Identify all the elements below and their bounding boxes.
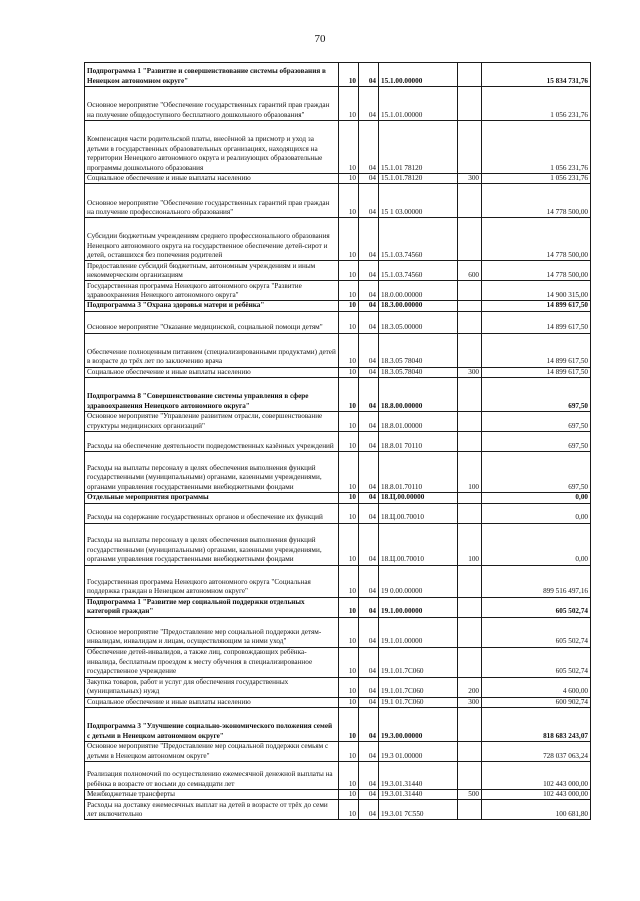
row-expense-type: 300 — [458, 697, 482, 707]
row-section: 10 — [339, 565, 359, 597]
budget-table-body — [85, 63, 591, 820]
row-name: Основное мероприятие "Управление развитием отрасли, совершенствование структуры медицинских организаций" — [85, 412, 339, 432]
row-target-article: 18.0.00.00000 — [379, 281, 458, 301]
table-row — [85, 281, 591, 301]
row-name: Закупка товаров, работ и услуг для обеспечения государственных (муниципальных) нужд — [85, 677, 339, 697]
row-expense-type — [458, 597, 482, 617]
row-name: Основное мероприятие "Обеспечение государственных гарантий прав граждан на получение профессионального образования" — [85, 184, 339, 218]
row-amount: 605 502,74 — [482, 597, 591, 617]
row-section: 10 — [339, 87, 359, 121]
row-expense-type — [458, 800, 482, 820]
row-section: 10 — [339, 800, 359, 820]
row-subsection: 04 — [359, 378, 379, 412]
row-subsection: 04 — [359, 333, 379, 367]
row-target-article: 15.1.01.78120 — [379, 174, 458, 184]
row-expense-type — [458, 281, 482, 301]
row-amount: 14 778 500,00 — [482, 184, 591, 218]
table-row — [85, 452, 591, 493]
row-subsection: 04 — [359, 218, 379, 261]
table-row — [85, 121, 591, 174]
row-subsection: 04 — [359, 790, 379, 800]
row-amount: 100 681,80 — [482, 800, 591, 820]
row-section: 10 — [339, 432, 359, 452]
row-amount: 697,50 — [482, 432, 591, 452]
row-subsection: 04 — [359, 742, 379, 762]
row-subsection: 04 — [359, 493, 379, 503]
row-section: 10 — [339, 762, 359, 790]
row-section: 10 — [339, 367, 359, 377]
row-section: 10 — [339, 311, 359, 333]
row-target-article: 19.1.01.7С060 — [379, 677, 458, 697]
row-section: 10 — [339, 174, 359, 184]
row-section: 10 — [339, 708, 359, 742]
row-subsection: 04 — [359, 412, 379, 432]
row-name: Социальное обеспечение и иные выплаты населению — [85, 174, 339, 184]
row-amount: 728 037 063,24 — [482, 742, 591, 762]
row-target-article: 15.1.01.00000 — [379, 87, 458, 121]
row-section: 10 — [339, 697, 359, 707]
row-name: Социальное обеспечение и иные выплаты населению — [85, 367, 339, 377]
row-expense-type — [458, 218, 482, 261]
row-expense-type: 100 — [458, 452, 482, 493]
row-name: Отдельные мероприятия программы — [85, 493, 339, 503]
row-amount: 1 056 231,76 — [482, 87, 591, 121]
row-section: 10 — [339, 617, 359, 647]
row-name: Расходы на доставку ежемесячных выплат на детей в возрасте от трёх до семи лет включительно — [85, 800, 339, 820]
row-target-article: 15 1 03.00000 — [379, 184, 458, 218]
table-row — [85, 333, 591, 367]
row-subsection: 04 — [359, 677, 379, 697]
row-section: 10 — [339, 647, 359, 677]
table-row — [85, 184, 591, 218]
table-row — [85, 63, 591, 87]
row-expense-type — [458, 87, 482, 121]
row-name: Компенсация части родительской платы, внесённой за присмотр и уход за детьми в государственных образовательных организациях, находящихся на территории Ненецкого автономного округа и реализующих образовательные программы дошкольного образования — [85, 121, 339, 174]
table-row — [85, 647, 591, 677]
row-amount: 102 443 000,00 — [482, 790, 591, 800]
row-section: 10 — [339, 378, 359, 412]
row-amount: 899 516 497,16 — [482, 565, 591, 597]
row-section: 10 — [339, 677, 359, 697]
row-section: 10 — [339, 333, 359, 367]
row-subsection: 04 — [359, 647, 379, 677]
row-name: Основное мероприятие "Предоставление мер социальной поддержки семьям с детьми в Ненецком автономном округе" — [85, 742, 339, 762]
row-name: Обеспечение детей-инвалидов, а также лиц, сопровождающих ребёнка-инвалида, бесплатным проездом к месту обучения в специализированное государственное учреждение — [85, 647, 339, 677]
table-row — [85, 503, 591, 523]
row-section: 10 — [339, 597, 359, 617]
table-row — [85, 432, 591, 452]
row-section: 10 — [339, 184, 359, 218]
table-row — [85, 378, 591, 412]
row-subsection: 04 — [359, 503, 379, 523]
table-row — [85, 174, 591, 184]
row-target-article: 15.1.03.74560 — [379, 218, 458, 261]
row-section: 10 — [339, 261, 359, 281]
table-row — [85, 493, 591, 503]
row-name: Подпрограмма 3 "Улучшение социально-экономического положения семей с детьми в Ненецком автономном округе" — [85, 708, 339, 742]
row-expense-type — [458, 63, 482, 87]
row-expense-type — [458, 121, 482, 174]
row-target-article: 19.3.01.31440 — [379, 790, 458, 800]
row-name: Основное мероприятие "Предоставление мер социальной поддержки детям-инвалидам, инвалидам и лицам, осуществляющим за ними уход" — [85, 617, 339, 647]
row-name: Субсидии бюджетным учреждениям среднего профессионального образования Ненецкого автономного округа на государственное обеспечение детей-сирот и детей, оставшихся без попечения родителей — [85, 218, 339, 261]
row-target-article: 15.1.00.00000 — [379, 63, 458, 87]
row-name: Подпрограмма 1 "Развитие и совершенствование системы образования в Ненецком автономном округе" — [85, 63, 339, 87]
row-expense-type: 300 — [458, 367, 482, 377]
row-section: 10 — [339, 790, 359, 800]
row-amount: 818 683 243,07 — [482, 708, 591, 742]
row-amount: 600 902,74 — [482, 697, 591, 707]
row-target-article: 18.8.01.70110 — [379, 452, 458, 493]
table-row — [85, 790, 591, 800]
row-section: 10 — [339, 742, 359, 762]
row-expense-type — [458, 503, 482, 523]
row-subsection: 04 — [359, 174, 379, 184]
row-target-article: 19 0.00.00000 — [379, 565, 458, 597]
row-subsection: 04 — [359, 261, 379, 281]
row-amount: 0,00 — [482, 523, 591, 565]
row-target-article: 19.3.01.31440 — [379, 762, 458, 790]
row-name: Межбюджетные трансферты — [85, 790, 339, 800]
row-expense-type — [458, 762, 482, 790]
row-target-article: 18.3.05.00000 — [379, 311, 458, 333]
row-amount: 697,50 — [482, 378, 591, 412]
row-name: Основное мероприятие "Обеспечение государственных гарантий прав граждан на получение общедоступного бесплатного дошкольного образования" — [85, 87, 339, 121]
row-subsection: 04 — [359, 523, 379, 565]
row-expense-type: 600 — [458, 261, 482, 281]
row-name: Подпрограмма 8 "Совершенствование системы управления в сфере здравоохранения Ненецкого автономного округа" — [85, 378, 339, 412]
row-expense-type: 500 — [458, 790, 482, 800]
row-target-article: 19.1 01.7С060 — [379, 697, 458, 707]
row-subsection: 04 — [359, 301, 379, 311]
row-name: Государственная программа Ненецкого автономного округа "Развитие здравоохранения Ненецкого автономного округа" — [85, 281, 339, 301]
row-amount: 14 899 617,50 — [482, 311, 591, 333]
row-amount: 697,50 — [482, 452, 591, 493]
row-amount: 14 899 617,50 — [482, 333, 591, 367]
row-subsection: 04 — [359, 697, 379, 707]
page-number: 70 — [314, 33, 326, 45]
row-amount: 4 600,00 — [482, 677, 591, 697]
row-subsection: 04 — [359, 452, 379, 493]
row-name: Реализация полномочий по осуществлению ежемесячной денежной выплаты на ребёнка в возрасте от восьми до семнадцати лет — [85, 762, 339, 790]
row-amount: 14 778 500,00 — [482, 218, 591, 261]
row-section: 10 — [339, 218, 359, 261]
row-subsection: 04 — [359, 617, 379, 647]
row-expense-type — [458, 432, 482, 452]
row-expense-type: 300 — [458, 174, 482, 184]
row-target-article: 15.1.01 78120 — [379, 121, 458, 174]
row-target-article: 15.1.03.74560 — [379, 261, 458, 281]
row-target-article: 18.3.00.00000 — [379, 301, 458, 311]
row-target-article: 19.1.00.00000 — [379, 597, 458, 617]
table-row — [85, 301, 591, 311]
table-row — [85, 800, 591, 820]
row-name: Подпрограмма 1 "Развитие мер социальной поддержки отдельных категорий граждан" — [85, 597, 339, 617]
table-row — [85, 261, 591, 281]
row-target-article: 19.3 01.00000 — [379, 742, 458, 762]
table-row — [85, 597, 591, 617]
row-target-article: 18.8.00.00000 — [379, 378, 458, 412]
row-expense-type: 200 — [458, 677, 482, 697]
table-row — [85, 565, 591, 597]
row-name: Расходы на выплаты персоналу в целях обеспечения выполнения функций государственными (муниципальными) органами, казенными учреждениями, органами управления государственными внебюджетными фондами — [85, 452, 339, 493]
row-expense-type — [458, 184, 482, 218]
row-target-article: 19.1.01.00000 — [379, 617, 458, 647]
row-expense-type — [458, 708, 482, 742]
row-amount: 605 502,74 — [482, 647, 591, 677]
row-expense-type — [458, 311, 482, 333]
row-expense-type — [458, 647, 482, 677]
row-section: 10 — [339, 301, 359, 311]
row-expense-type — [458, 333, 482, 367]
row-expense-type — [458, 742, 482, 762]
row-amount: 697,50 — [482, 412, 591, 432]
row-name: Подпрограмма 3 "Охрана здоровья матери и ребёнка" — [85, 301, 339, 311]
row-amount: 1 056 231,76 — [482, 121, 591, 174]
row-name: Расходы на выплаты персоналу в целях обеспечения выполнения функций государственными (муниципальными) органами, казенными учреждениями, органами управления государственными внебюджетными фондами — [85, 523, 339, 565]
table-row — [85, 762, 591, 790]
row-subsection: 04 — [359, 63, 379, 87]
row-subsection: 04 — [359, 367, 379, 377]
row-amount: 0,00 — [482, 493, 591, 503]
row-subsection: 04 — [359, 597, 379, 617]
row-expense-type — [458, 412, 482, 432]
row-target-article: 18.Ц.00.70010 — [379, 503, 458, 523]
row-section: 10 — [339, 121, 359, 174]
row-section: 10 — [339, 523, 359, 565]
row-subsection: 04 — [359, 565, 379, 597]
row-section: 10 — [339, 412, 359, 432]
row-target-article: 18.Ц.00.70010 — [379, 523, 458, 565]
row-subsection: 04 — [359, 87, 379, 121]
row-target-article: 18.8.01 70110 — [379, 432, 458, 452]
table-row — [85, 367, 591, 377]
table-row — [85, 412, 591, 432]
row-target-article: 19.1.01.7С060 — [379, 647, 458, 677]
row-name: Расходы на обеспечение деятельности подведомственных казённых учреждений — [85, 432, 339, 452]
row-target-article: 19.3.00.00000 — [379, 708, 458, 742]
row-section: 10 — [339, 281, 359, 301]
budget-table — [84, 62, 591, 820]
row-target-article: 18.3.05 78040 — [379, 333, 458, 367]
row-subsection: 04 — [359, 121, 379, 174]
row-section: 10 — [339, 63, 359, 87]
row-amount: 102 443 000,00 — [482, 762, 591, 790]
row-expense-type — [458, 493, 482, 503]
row-section: 10 — [339, 452, 359, 493]
row-subsection: 04 — [359, 184, 379, 218]
row-expense-type — [458, 378, 482, 412]
table-row — [85, 697, 591, 707]
table-row — [85, 742, 591, 762]
row-amount: 14 778 500,00 — [482, 261, 591, 281]
row-subsection: 04 — [359, 311, 379, 333]
table-row — [85, 87, 591, 121]
row-amount: 14 899 617,50 — [482, 367, 591, 377]
row-amount: 14 900 315,00 — [482, 281, 591, 301]
row-name: Обеспечение полноценным питанием (специализированными продуктами) детей в возрасте до трёх лет по заключению врача — [85, 333, 339, 367]
row-amount: 15 834 731,76 — [482, 63, 591, 87]
row-subsection: 04 — [359, 708, 379, 742]
row-subsection: 04 — [359, 762, 379, 790]
row-amount: 1 056 231,76 — [482, 174, 591, 184]
row-name: Предоставление субсидий бюджетным, автономным учреждениям и иным некоммерческим организациям — [85, 261, 339, 281]
row-expense-type — [458, 617, 482, 647]
row-amount: 605 502,74 — [482, 617, 591, 647]
row-subsection: 04 — [359, 432, 379, 452]
row-expense-type — [458, 301, 482, 311]
row-name: Основное мероприятие "Оказание медицинской, социальной помощи детям" — [85, 311, 339, 333]
row-amount: 0,00 — [482, 503, 591, 523]
row-target-article: 18.8.01.00000 — [379, 412, 458, 432]
row-section: 10 — [339, 503, 359, 523]
table-row — [85, 218, 591, 261]
row-name: Расходы на содержание государственных органов и обеспечение их функций — [85, 503, 339, 523]
row-amount: 14 899 617,50 — [482, 301, 591, 311]
row-expense-type — [458, 565, 482, 597]
table-row — [85, 311, 591, 333]
table-row — [85, 708, 591, 742]
row-expense-type: 100 — [458, 523, 482, 565]
table-row — [85, 617, 591, 647]
row-subsection: 04 — [359, 281, 379, 301]
row-target-article: 18.Ц.00.00000 — [379, 493, 458, 503]
row-section: 10 — [339, 493, 359, 503]
row-subsection: 04 — [359, 800, 379, 820]
table-row — [85, 677, 591, 697]
row-name: Социальное обеспечение и иные выплаты населению — [85, 697, 339, 707]
table-row — [85, 523, 591, 565]
row-target-article: 19.3.01 7С550 — [379, 800, 458, 820]
row-name: Государственная программа Ненецкого автономного округа "Социальная поддержка граждан в Ненецком автономном округе" — [85, 565, 339, 597]
row-target-article: 18.3.05.78040 — [379, 367, 458, 377]
